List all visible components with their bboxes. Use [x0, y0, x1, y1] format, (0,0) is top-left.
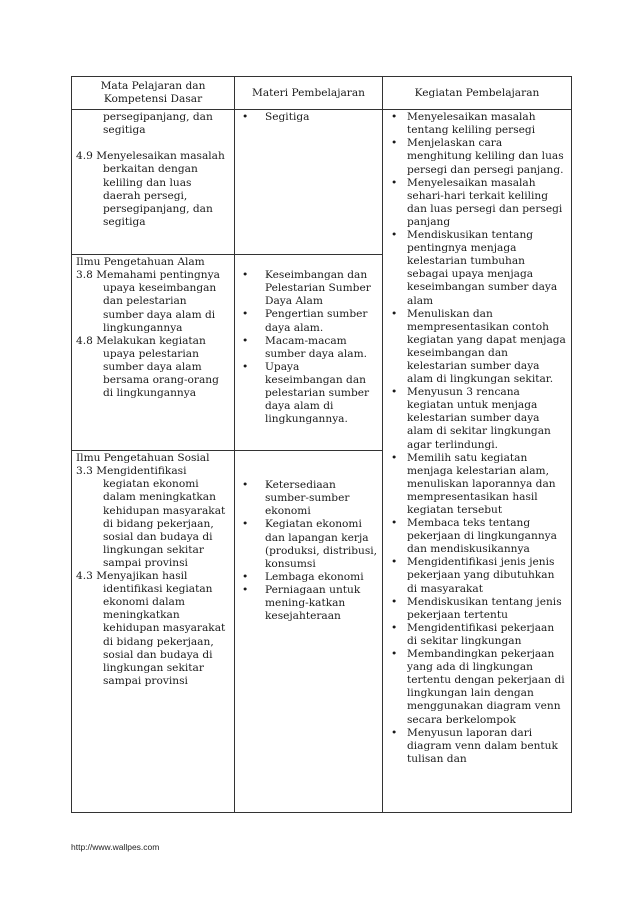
kd-cell-ips [72, 451, 235, 813]
materi-item: • Upaya keseimbangan dan pelestarian sumber daya alam di lingkungannya. [239, 361, 378, 426]
materi-cell-ips [235, 451, 383, 813]
kd-4-8: 4.8 Melakukan kegiatan upaya pelestarian sumber daya alam bersama orang-orang di lingkungannya [76, 334, 219, 400]
footer-url: http://www.wallpes.com [71, 842, 160, 852]
materi-item: • Kegiatan ekonomi dan lapangan kerja (produksi, distribusi, konsumsi [239, 518, 378, 570]
kegiatan-item: • Mengidentifikasi jenis jenis pekerjaan yang dibutuhkan di masyarakat [387, 556, 567, 595]
subject-ips: Ilmu Pengetahuan Sosial [76, 452, 210, 465]
kegiatan-item: • Menyelesaikan masalah tentang keliling persegi [387, 111, 567, 137]
header-kegiatan: Kegiatan Pembelajaran [383, 77, 572, 110]
kegiatan-item: • Mendiskusikan tentang pentingnya menjaga kelestarian tumbuhan sebagai upaya menjaga keseimbangan sumber daya alam [387, 229, 567, 308]
kegiatan-cell [383, 110, 572, 813]
kd-cell-matematika [72, 110, 235, 255]
kegiatan-item: • Menyelesaikan masalah sehari-hari terkait keliling dan luas persegi dan persegi panjang [387, 177, 567, 229]
subject-ipa: Ilmu Pengetahuan Alam [76, 256, 205, 269]
table-header-row [72, 77, 572, 110]
kegiatan-item: • Membandingkan pekerjaan yang ada di lingkungan tertentu dengan pekerjaan di lingkungan lain dengan menggunakan diagram venn secara berkelompok [387, 648, 567, 727]
materi-item: • Keseimbangan dan Pelestarian Sumber Daya Alam [239, 269, 378, 308]
kegiatan-item: • Mengidentifikasi pekerjaan di sekitar lingkungan [387, 622, 567, 648]
kegiatan-item: • Menyusun 3 rencana kegiatan untuk menjaga kelestarian sumber daya alam di sekitar lingkungan agar terlindungi. [387, 386, 567, 451]
kd-3-8: 3.8 Memahami pentingnya upaya keseimbangan dan pelestarian sumber daya alam di lingkungannya [76, 269, 220, 334]
materi-cell-matematika [235, 110, 383, 255]
materi-cell-ipa [235, 255, 383, 451]
materi-item: • Macam-macam sumber daya alam. [239, 335, 378, 361]
kd-continuation: persegipanjang, dan segitiga [103, 111, 213, 137]
lesson-plan-table [71, 76, 572, 813]
kd-4-3: 4.3 Menyajikan hasil identifikasi kegiatan ekonomi dalam meningkatkan kehidupan masyarakat di bidang pekerjaan, sosial dan budaya di lingkungan sekitar sampai provinsi [76, 570, 226, 687]
kegiatan-item: • Membaca teks tentang pekerjaan di lingkungannya dan mendiskusikannya [387, 517, 567, 556]
kegiatan-item: • Menuliskan dan mempresentasikan contoh kegiatan yang dapat menjaga keseimbangan dan kelestarian sumber daya alam di lingkungan sekitar. [387, 308, 567, 387]
kegiatan-item: • Memilih satu kegiatan menjaga kelestarian alam, menuliskan laporannya dan mempresentasikan hasil kegiatan tersebut [387, 452, 567, 517]
kegiatan-list [387, 111, 567, 766]
table-row-matematika [72, 110, 572, 255]
kegiatan-item: • Menyusun laporan dari diagram venn dalam bentuk tulisan dan [387, 727, 567, 766]
materi-item: • Ketersediaan sumber-sumber ekonomi [239, 479, 378, 518]
kd-4-9: 4.9 Menyelesaikan masalah berkaitan dengan keliling dan luas daerah persegi, persegipanjang, dan segitiga [76, 150, 225, 228]
materi-item: • Pengertian sumber daya alam. [239, 308, 378, 334]
kd-3-3: 3.3 Mengidentifikasi kegiatan ekonomi dalam meningkatkan kehidupan masyarakat di bidang pekerjaan, sosial dan budaya di lingkungan sekitar sampai provinsi [76, 465, 226, 569]
materi-item: • Perniagaan untuk mening-katkan kesejahteraan [239, 584, 378, 623]
kegiatan-item: • Menjelaskan cara menghitung keliling dan luas persegi dan persegi panjang. [387, 137, 567, 176]
kd-cell-ipa [72, 255, 235, 451]
materi-item: • Lembaga ekonomi [239, 571, 378, 584]
materi-item: • Segitiga [239, 111, 378, 124]
header-subject-kd: Mata Pelajaran dan Kompetensi Dasar [72, 77, 235, 110]
header-materi: Materi Pembelajaran [235, 77, 383, 110]
kegiatan-item: • Mendiskusikan tentang jenis pekerjaan tertentu [387, 596, 567, 622]
